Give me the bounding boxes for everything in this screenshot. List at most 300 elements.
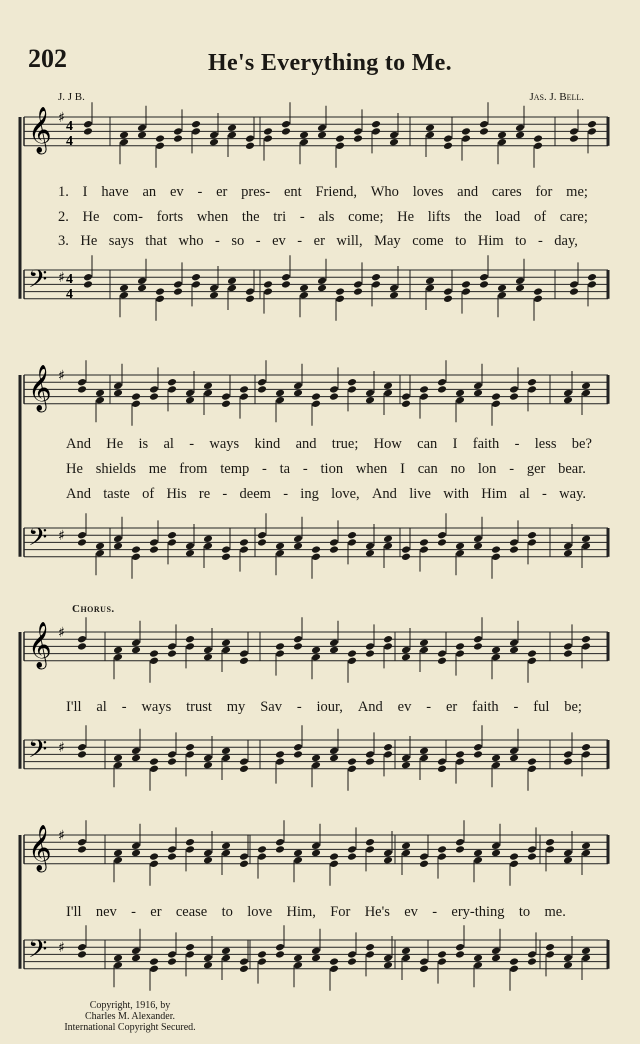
notehead bbox=[221, 947, 231, 956]
notehead bbox=[281, 273, 291, 282]
notehead bbox=[365, 943, 375, 952]
notehead bbox=[347, 845, 357, 854]
time-signature-number: 4 bbox=[66, 134, 73, 149]
notehead bbox=[581, 635, 591, 644]
notehead bbox=[491, 553, 501, 562]
notehead bbox=[383, 642, 393, 651]
notehead bbox=[113, 382, 123, 391]
notehead bbox=[419, 852, 429, 861]
notehead bbox=[77, 943, 87, 952]
notehead bbox=[347, 378, 357, 387]
notehead bbox=[401, 646, 411, 655]
notehead bbox=[425, 277, 435, 286]
notehead bbox=[401, 954, 411, 963]
notehead bbox=[461, 280, 471, 289]
notehead bbox=[227, 124, 237, 133]
notehead bbox=[317, 131, 327, 140]
notehead bbox=[569, 280, 579, 289]
notehead bbox=[437, 957, 447, 966]
notehead bbox=[347, 957, 357, 966]
notehead bbox=[131, 754, 141, 763]
notehead bbox=[371, 127, 381, 136]
notehead bbox=[383, 743, 393, 752]
clef-symbol: 𝄢 bbox=[28, 265, 48, 300]
hymn-title: He's Everything to Me. bbox=[208, 50, 452, 76]
notehead bbox=[275, 757, 285, 766]
notehead bbox=[263, 287, 273, 296]
notehead bbox=[299, 131, 309, 140]
notehead bbox=[149, 385, 159, 394]
notehead bbox=[311, 754, 321, 763]
notehead bbox=[515, 124, 525, 133]
notehead bbox=[347, 385, 357, 394]
notehead bbox=[533, 134, 543, 143]
notehead bbox=[239, 649, 249, 658]
notehead bbox=[299, 291, 309, 300]
notehead bbox=[185, 845, 195, 854]
notehead bbox=[95, 542, 105, 551]
notehead bbox=[245, 295, 255, 304]
notehead bbox=[113, 961, 123, 970]
notehead bbox=[239, 765, 249, 774]
notehead bbox=[275, 642, 285, 651]
notehead bbox=[347, 538, 357, 547]
notehead bbox=[569, 287, 579, 296]
notehead bbox=[185, 635, 195, 644]
notehead bbox=[371, 120, 381, 129]
notehead bbox=[185, 750, 195, 759]
notehead bbox=[527, 538, 537, 547]
notehead bbox=[443, 295, 453, 304]
notehead bbox=[149, 545, 159, 554]
notehead bbox=[281, 127, 291, 136]
notehead bbox=[527, 852, 537, 861]
time-signature-number: 4 bbox=[66, 119, 73, 134]
notehead bbox=[311, 653, 321, 662]
notehead bbox=[83, 273, 93, 282]
notehead bbox=[581, 382, 591, 391]
notehead bbox=[563, 542, 573, 551]
copyright-line-1: Copyright, 1916, by bbox=[89, 1000, 171, 1011]
notehead bbox=[257, 538, 267, 547]
notehead bbox=[203, 954, 213, 963]
notehead bbox=[281, 280, 291, 289]
notehead bbox=[149, 392, 159, 401]
notehead bbox=[131, 392, 141, 401]
notehead bbox=[401, 947, 411, 956]
notehead bbox=[275, 649, 285, 658]
notehead bbox=[203, 961, 213, 970]
notehead bbox=[419, 646, 429, 655]
notehead bbox=[347, 757, 357, 766]
notehead bbox=[113, 856, 123, 865]
notehead bbox=[473, 535, 483, 544]
notehead bbox=[185, 950, 195, 959]
notehead bbox=[545, 845, 555, 854]
verse-1-line-2: And He is al - ways kind and true; How can I faith - less be? bbox=[66, 436, 592, 452]
notehead bbox=[455, 396, 465, 405]
notehead bbox=[527, 757, 537, 766]
notehead bbox=[167, 378, 177, 387]
notehead bbox=[527, 950, 537, 959]
notehead bbox=[275, 845, 285, 854]
notehead bbox=[173, 280, 183, 289]
notehead bbox=[563, 954, 573, 963]
notehead bbox=[353, 280, 363, 289]
notehead bbox=[167, 642, 177, 651]
notehead bbox=[419, 385, 429, 394]
notehead bbox=[455, 838, 465, 847]
notehead bbox=[173, 134, 183, 143]
notehead bbox=[473, 542, 483, 551]
notehead bbox=[203, 849, 213, 858]
notehead bbox=[563, 849, 573, 858]
notehead bbox=[137, 277, 147, 286]
clef-symbol: 𝄢 bbox=[28, 523, 48, 558]
notehead bbox=[389, 131, 399, 140]
notehead bbox=[227, 277, 237, 286]
notehead bbox=[329, 860, 339, 869]
notehead bbox=[365, 642, 375, 651]
notehead bbox=[473, 750, 483, 759]
notehead bbox=[491, 849, 501, 858]
notehead bbox=[473, 389, 483, 398]
notehead bbox=[455, 542, 465, 551]
notehead bbox=[461, 127, 471, 136]
clef-symbol: 𝄢 bbox=[28, 735, 48, 770]
notehead bbox=[281, 120, 291, 129]
key-signature-sharp: ♯ bbox=[58, 110, 65, 126]
notehead bbox=[113, 761, 123, 770]
notehead bbox=[383, 961, 393, 970]
notehead bbox=[275, 396, 285, 405]
notehead bbox=[365, 549, 375, 558]
notehead bbox=[293, 954, 303, 963]
notehead bbox=[383, 849, 393, 858]
notehead bbox=[365, 838, 375, 847]
notehead bbox=[131, 849, 141, 858]
notehead bbox=[401, 400, 411, 409]
notehead bbox=[419, 545, 429, 554]
notehead bbox=[563, 961, 573, 970]
notehead bbox=[293, 642, 303, 651]
notehead bbox=[173, 127, 183, 136]
notehead bbox=[479, 120, 489, 129]
notehead bbox=[185, 743, 195, 752]
notehead bbox=[77, 750, 87, 759]
notehead bbox=[335, 295, 345, 304]
notehead bbox=[509, 747, 519, 756]
time-signature-number: 4 bbox=[66, 272, 73, 287]
notehead bbox=[149, 538, 159, 547]
notehead bbox=[329, 754, 339, 763]
notehead bbox=[581, 750, 591, 759]
notehead bbox=[437, 385, 447, 394]
notehead bbox=[455, 389, 465, 398]
notehead bbox=[443, 134, 453, 143]
clef-symbol: 𝄞 bbox=[28, 107, 52, 153]
key-signature-sharp: ♯ bbox=[58, 368, 65, 384]
notehead bbox=[137, 131, 147, 140]
notehead bbox=[527, 657, 537, 666]
notehead bbox=[353, 287, 363, 296]
notehead bbox=[569, 127, 579, 136]
notehead bbox=[239, 545, 249, 554]
notehead bbox=[347, 657, 357, 666]
notehead bbox=[401, 545, 411, 554]
key-signature-sharp: ♯ bbox=[58, 270, 65, 286]
notehead bbox=[473, 743, 483, 752]
notehead bbox=[221, 842, 231, 851]
notehead bbox=[203, 761, 213, 770]
notehead bbox=[365, 396, 375, 405]
notehead bbox=[77, 378, 87, 387]
notehead bbox=[425, 284, 435, 293]
notehead bbox=[113, 389, 123, 398]
notehead bbox=[365, 845, 375, 854]
notehead bbox=[533, 287, 543, 296]
notehead bbox=[245, 134, 255, 143]
notehead bbox=[491, 754, 501, 763]
notehead bbox=[347, 852, 357, 861]
key-signature-sharp: ♯ bbox=[58, 940, 65, 956]
notehead bbox=[491, 392, 501, 401]
notehead bbox=[149, 649, 159, 658]
notehead bbox=[563, 549, 573, 558]
copyright-notice bbox=[40, 1000, 220, 1033]
notehead bbox=[203, 856, 213, 865]
notehead bbox=[203, 382, 213, 391]
notehead bbox=[329, 646, 339, 655]
notehead bbox=[455, 943, 465, 952]
notehead bbox=[497, 131, 507, 140]
notehead bbox=[497, 138, 507, 147]
notehead bbox=[113, 542, 123, 551]
notehead bbox=[419, 860, 429, 869]
notehead bbox=[239, 852, 249, 861]
notehead bbox=[581, 947, 591, 956]
notehead bbox=[119, 291, 129, 300]
notehead bbox=[473, 961, 483, 970]
notehead bbox=[491, 653, 501, 662]
notehead bbox=[545, 943, 555, 952]
notehead bbox=[419, 957, 429, 966]
notehead bbox=[455, 649, 465, 658]
copyright-line-2: Charles M. Alexander. bbox=[85, 1011, 175, 1022]
notehead bbox=[569, 134, 579, 143]
notehead bbox=[239, 860, 249, 869]
notehead bbox=[383, 535, 393, 544]
notehead bbox=[443, 287, 453, 296]
notehead bbox=[491, 545, 501, 554]
notehead bbox=[203, 754, 213, 763]
notehead bbox=[491, 842, 501, 851]
verse-1-line-1: 1. I have an ev - er pres- ent Friend, Who loves and cares for me; bbox=[58, 184, 588, 200]
notehead bbox=[95, 396, 105, 405]
notehead bbox=[221, 639, 231, 648]
clef-symbol: 𝄢 bbox=[28, 935, 48, 970]
words-credit: J. J B. bbox=[58, 91, 85, 103]
notehead bbox=[221, 754, 231, 763]
notehead bbox=[119, 138, 129, 147]
notehead bbox=[455, 757, 465, 766]
notehead bbox=[149, 860, 159, 869]
notehead bbox=[329, 545, 339, 554]
notehead bbox=[131, 947, 141, 956]
notehead bbox=[581, 535, 591, 544]
notehead bbox=[83, 120, 93, 129]
notehead bbox=[581, 849, 591, 858]
clef-symbol: 𝄞 bbox=[28, 825, 52, 871]
notehead bbox=[527, 649, 537, 658]
notehead bbox=[131, 747, 141, 756]
time-signature-number: 4 bbox=[66, 287, 73, 302]
notehead bbox=[509, 852, 519, 861]
notehead bbox=[293, 389, 303, 398]
notehead bbox=[419, 538, 429, 547]
notehead bbox=[167, 750, 177, 759]
notehead bbox=[191, 280, 201, 289]
notehead bbox=[437, 765, 447, 774]
notehead bbox=[455, 750, 465, 759]
notehead bbox=[221, 392, 231, 401]
key-signature-sharp: ♯ bbox=[58, 528, 65, 544]
notehead bbox=[155, 295, 165, 304]
notehead bbox=[95, 389, 105, 398]
notehead bbox=[581, 743, 591, 752]
notehead bbox=[401, 849, 411, 858]
notehead bbox=[209, 131, 219, 140]
notehead bbox=[353, 134, 363, 143]
notehead bbox=[221, 747, 231, 756]
notehead bbox=[335, 287, 345, 296]
notehead bbox=[185, 549, 195, 558]
notehead bbox=[227, 131, 237, 140]
notehead bbox=[167, 845, 177, 854]
clef-symbol: 𝄞 bbox=[28, 622, 52, 668]
notehead bbox=[425, 124, 435, 133]
notehead bbox=[587, 273, 597, 282]
notehead bbox=[425, 131, 435, 140]
chorus-label: Chorus. bbox=[72, 603, 115, 615]
notehead bbox=[263, 127, 273, 136]
notehead bbox=[131, 400, 141, 409]
notehead bbox=[203, 653, 213, 662]
notehead bbox=[389, 284, 399, 293]
notehead bbox=[389, 138, 399, 147]
notehead bbox=[239, 957, 249, 966]
notehead bbox=[509, 754, 519, 763]
notehead bbox=[257, 378, 267, 387]
notehead bbox=[149, 852, 159, 861]
notehead bbox=[257, 852, 267, 861]
notehead bbox=[149, 757, 159, 766]
notehead bbox=[329, 392, 339, 401]
notehead bbox=[491, 761, 501, 770]
notehead bbox=[275, 389, 285, 398]
notehead bbox=[149, 957, 159, 966]
notehead bbox=[473, 635, 483, 644]
notehead bbox=[491, 947, 501, 956]
notehead bbox=[473, 642, 483, 651]
notehead bbox=[239, 385, 249, 394]
notehead bbox=[77, 743, 87, 752]
notehead bbox=[587, 280, 597, 289]
notehead bbox=[131, 954, 141, 963]
notehead bbox=[77, 635, 87, 644]
notehead bbox=[515, 284, 525, 293]
notehead bbox=[257, 845, 267, 854]
notehead bbox=[437, 845, 447, 854]
notehead bbox=[311, 849, 321, 858]
chorus-line-2: I'll nev - er cease to love Him, For He's ev - ery-thing to me. bbox=[66, 904, 566, 920]
notehead bbox=[167, 649, 177, 658]
notehead bbox=[221, 545, 231, 554]
notehead bbox=[167, 531, 177, 540]
notehead bbox=[257, 957, 267, 966]
notehead bbox=[239, 657, 249, 666]
notehead bbox=[203, 535, 213, 544]
notehead bbox=[257, 531, 267, 540]
notehead bbox=[83, 127, 93, 136]
notehead bbox=[317, 124, 327, 133]
notehead bbox=[329, 747, 339, 756]
notehead bbox=[479, 280, 489, 289]
notehead bbox=[383, 389, 393, 398]
notehead bbox=[203, 646, 213, 655]
notehead bbox=[275, 750, 285, 759]
notehead bbox=[365, 757, 375, 766]
notehead bbox=[113, 849, 123, 858]
notehead bbox=[299, 138, 309, 147]
notehead bbox=[491, 400, 501, 409]
notehead bbox=[275, 950, 285, 959]
notehead bbox=[311, 553, 321, 562]
notehead bbox=[383, 954, 393, 963]
notehead bbox=[509, 639, 519, 648]
notehead bbox=[581, 842, 591, 851]
notehead bbox=[515, 131, 525, 140]
notehead bbox=[311, 954, 321, 963]
notehead bbox=[317, 284, 327, 293]
notehead bbox=[311, 646, 321, 655]
notehead bbox=[185, 642, 195, 651]
notehead bbox=[209, 284, 219, 293]
notehead bbox=[443, 142, 453, 151]
notehead bbox=[293, 542, 303, 551]
notehead bbox=[155, 134, 165, 143]
notehead bbox=[167, 950, 177, 959]
notehead bbox=[419, 747, 429, 756]
notehead bbox=[119, 284, 129, 293]
notehead bbox=[347, 649, 357, 658]
notehead bbox=[209, 138, 219, 147]
verse-2-line-2: He shields me from temp - ta - tion when I can no lon - ger bear. bbox=[66, 461, 586, 477]
notehead bbox=[203, 389, 213, 398]
notehead bbox=[509, 957, 519, 966]
notehead bbox=[563, 856, 573, 865]
notehead bbox=[185, 396, 195, 405]
notehead bbox=[587, 127, 597, 136]
notehead bbox=[509, 538, 519, 547]
notehead bbox=[299, 284, 309, 293]
notehead bbox=[437, 757, 447, 766]
notehead bbox=[83, 280, 93, 289]
notehead bbox=[497, 291, 507, 300]
notehead bbox=[257, 950, 267, 959]
notehead bbox=[353, 127, 363, 136]
notehead bbox=[533, 142, 543, 151]
